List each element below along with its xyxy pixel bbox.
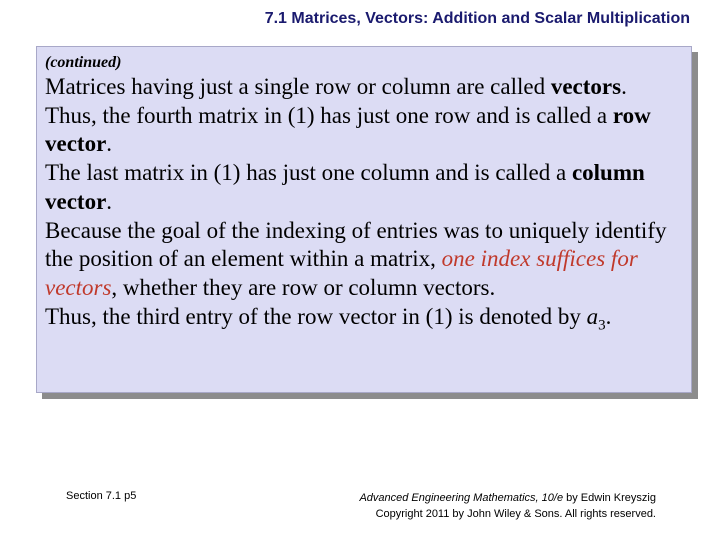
section-number: 7.1 (264, 10, 287, 27)
paragraph-row-vector (45, 102, 683, 159)
footer-copyright (359, 490, 656, 522)
paragraph-indexing (45, 217, 683, 303)
term-vectors: vectors (550, 74, 622, 99)
slide-header (265, 10, 690, 28)
content-box (36, 46, 692, 393)
p4-end: , whether they are row or column vectors. (111, 274, 496, 300)
p1-end: . (621, 74, 627, 99)
subscript-3: 3 (598, 317, 606, 334)
book-author: by Edwin Kreyszig (563, 492, 656, 504)
paragraph-column-vector (45, 159, 683, 216)
slide-title: Matrices, Vectors: Addition and Scalar Multiplication (291, 10, 690, 27)
footer-rights: Copyright 2011 by John Wiley & Sons. All rights reserved. (375, 508, 656, 520)
paragraph-vectors (45, 73, 683, 102)
continued-label: (continued) (45, 54, 122, 71)
p3-end: . (106, 188, 113, 214)
emphasis-one-index: one index suffices for vectors (45, 246, 638, 300)
p5-text: Thus, the third entry of the row vector in (1) is denoted by (45, 303, 587, 329)
footer-section: Section 7.1 p5 (66, 490, 137, 502)
term-column-vector: column vector (45, 160, 645, 214)
variable-a: a (586, 303, 599, 329)
p2-text: Thus, the fourth matrix in (1) has just one row and is called a (45, 102, 613, 128)
p5-end: . (605, 303, 612, 329)
paragraph-third-entry (45, 303, 683, 340)
p4-text: Because the goal of the indexing of entries was to uniquely identify the position of an element within a matrix, (45, 217, 667, 272)
book-title: Advanced Engineering Mathematics, 10/e (359, 492, 564, 504)
p2-end: . (106, 131, 113, 157)
footer-book-line (359, 490, 656, 506)
p3-text: The last matrix in (1) has just one column and is called a (45, 160, 572, 186)
p1-text: Matrices having just a single row or column are called (45, 74, 551, 99)
term-row-vector: row vector (45, 102, 651, 157)
